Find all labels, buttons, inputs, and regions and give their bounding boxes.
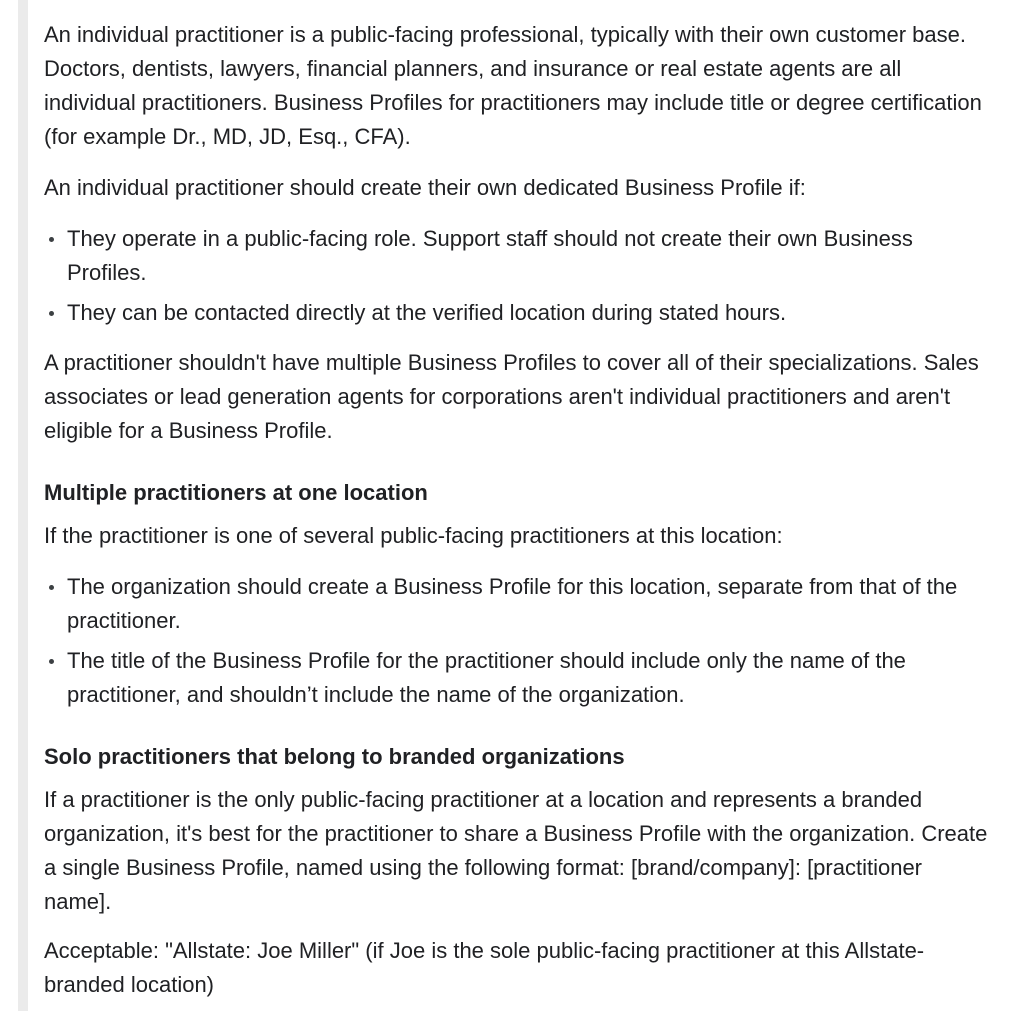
multiple-profiles-paragraph: A practitioner shouldn't have multiple Business Profiles to cover all of their specializations. Sales associates or lead generation agents for corporations aren't individual practitioners and aren't eligible for a Business Profile.: [44, 350, 979, 443]
multiple-practitioners-intro: If the practitioner is one of several public-facing practitioners at this location:: [44, 523, 783, 548]
section-heading-multiple-practitioners: Multiple practitioners at one location: [44, 480, 428, 505]
list-item-text: They can be contacted directly at the verified location during stated hours.: [67, 300, 787, 325]
solo-practitioners-paragraph: If a practitioner is the only public-facing practitioner at a location and represents a branded organization, it's best for the practitioner to share a Business Profile with the organization. Create a single Business Profile, named using the following format: [brand/company]: [practitioner name].: [44, 787, 988, 914]
list-item: [44, 644, 994, 712]
list-item-text: The title of the Business Profile for the practitioner should include only the name of the practitioner, and shouldn’t include the name of the organization.: [67, 648, 906, 707]
acceptable-example-paragraph: Acceptable: "Allstate: Joe Miller" (if Joe is the sole public-facing practitioner at this Allstate-branded location): [44, 938, 925, 997]
left-border-rule: [18, 0, 28, 1011]
list-item-text: The organization should create a Business Profile for this location, separate from that of the practitioner.: [67, 574, 958, 633]
article-content: [44, 0, 994, 1002]
intro-paragraph: An individual practitioner is a public-facing professional, typically with their own customer base. Doctors, dentists, lawyers, financial planners, and insurance or real estate agents are all individual practitioners. Business Profiles for practitioners may include title or degree certification (for example Dr., MD, JD, Esq., CFA).: [44, 22, 982, 149]
conditions-list: [44, 222, 994, 330]
multiple-practitioners-list: [44, 570, 994, 712]
list-item: [44, 296, 994, 330]
list-item-text: They operate in a public-facing role. Support staff should not create their own Business Profiles.: [67, 226, 913, 285]
list-item: [44, 570, 994, 638]
should-create-paragraph: An individual practitioner should create their own dedicated Business Profile if:: [44, 175, 806, 200]
section-heading-solo-practitioners: Solo practitioners that belong to branded organizations: [44, 744, 625, 769]
list-item: [44, 222, 994, 290]
